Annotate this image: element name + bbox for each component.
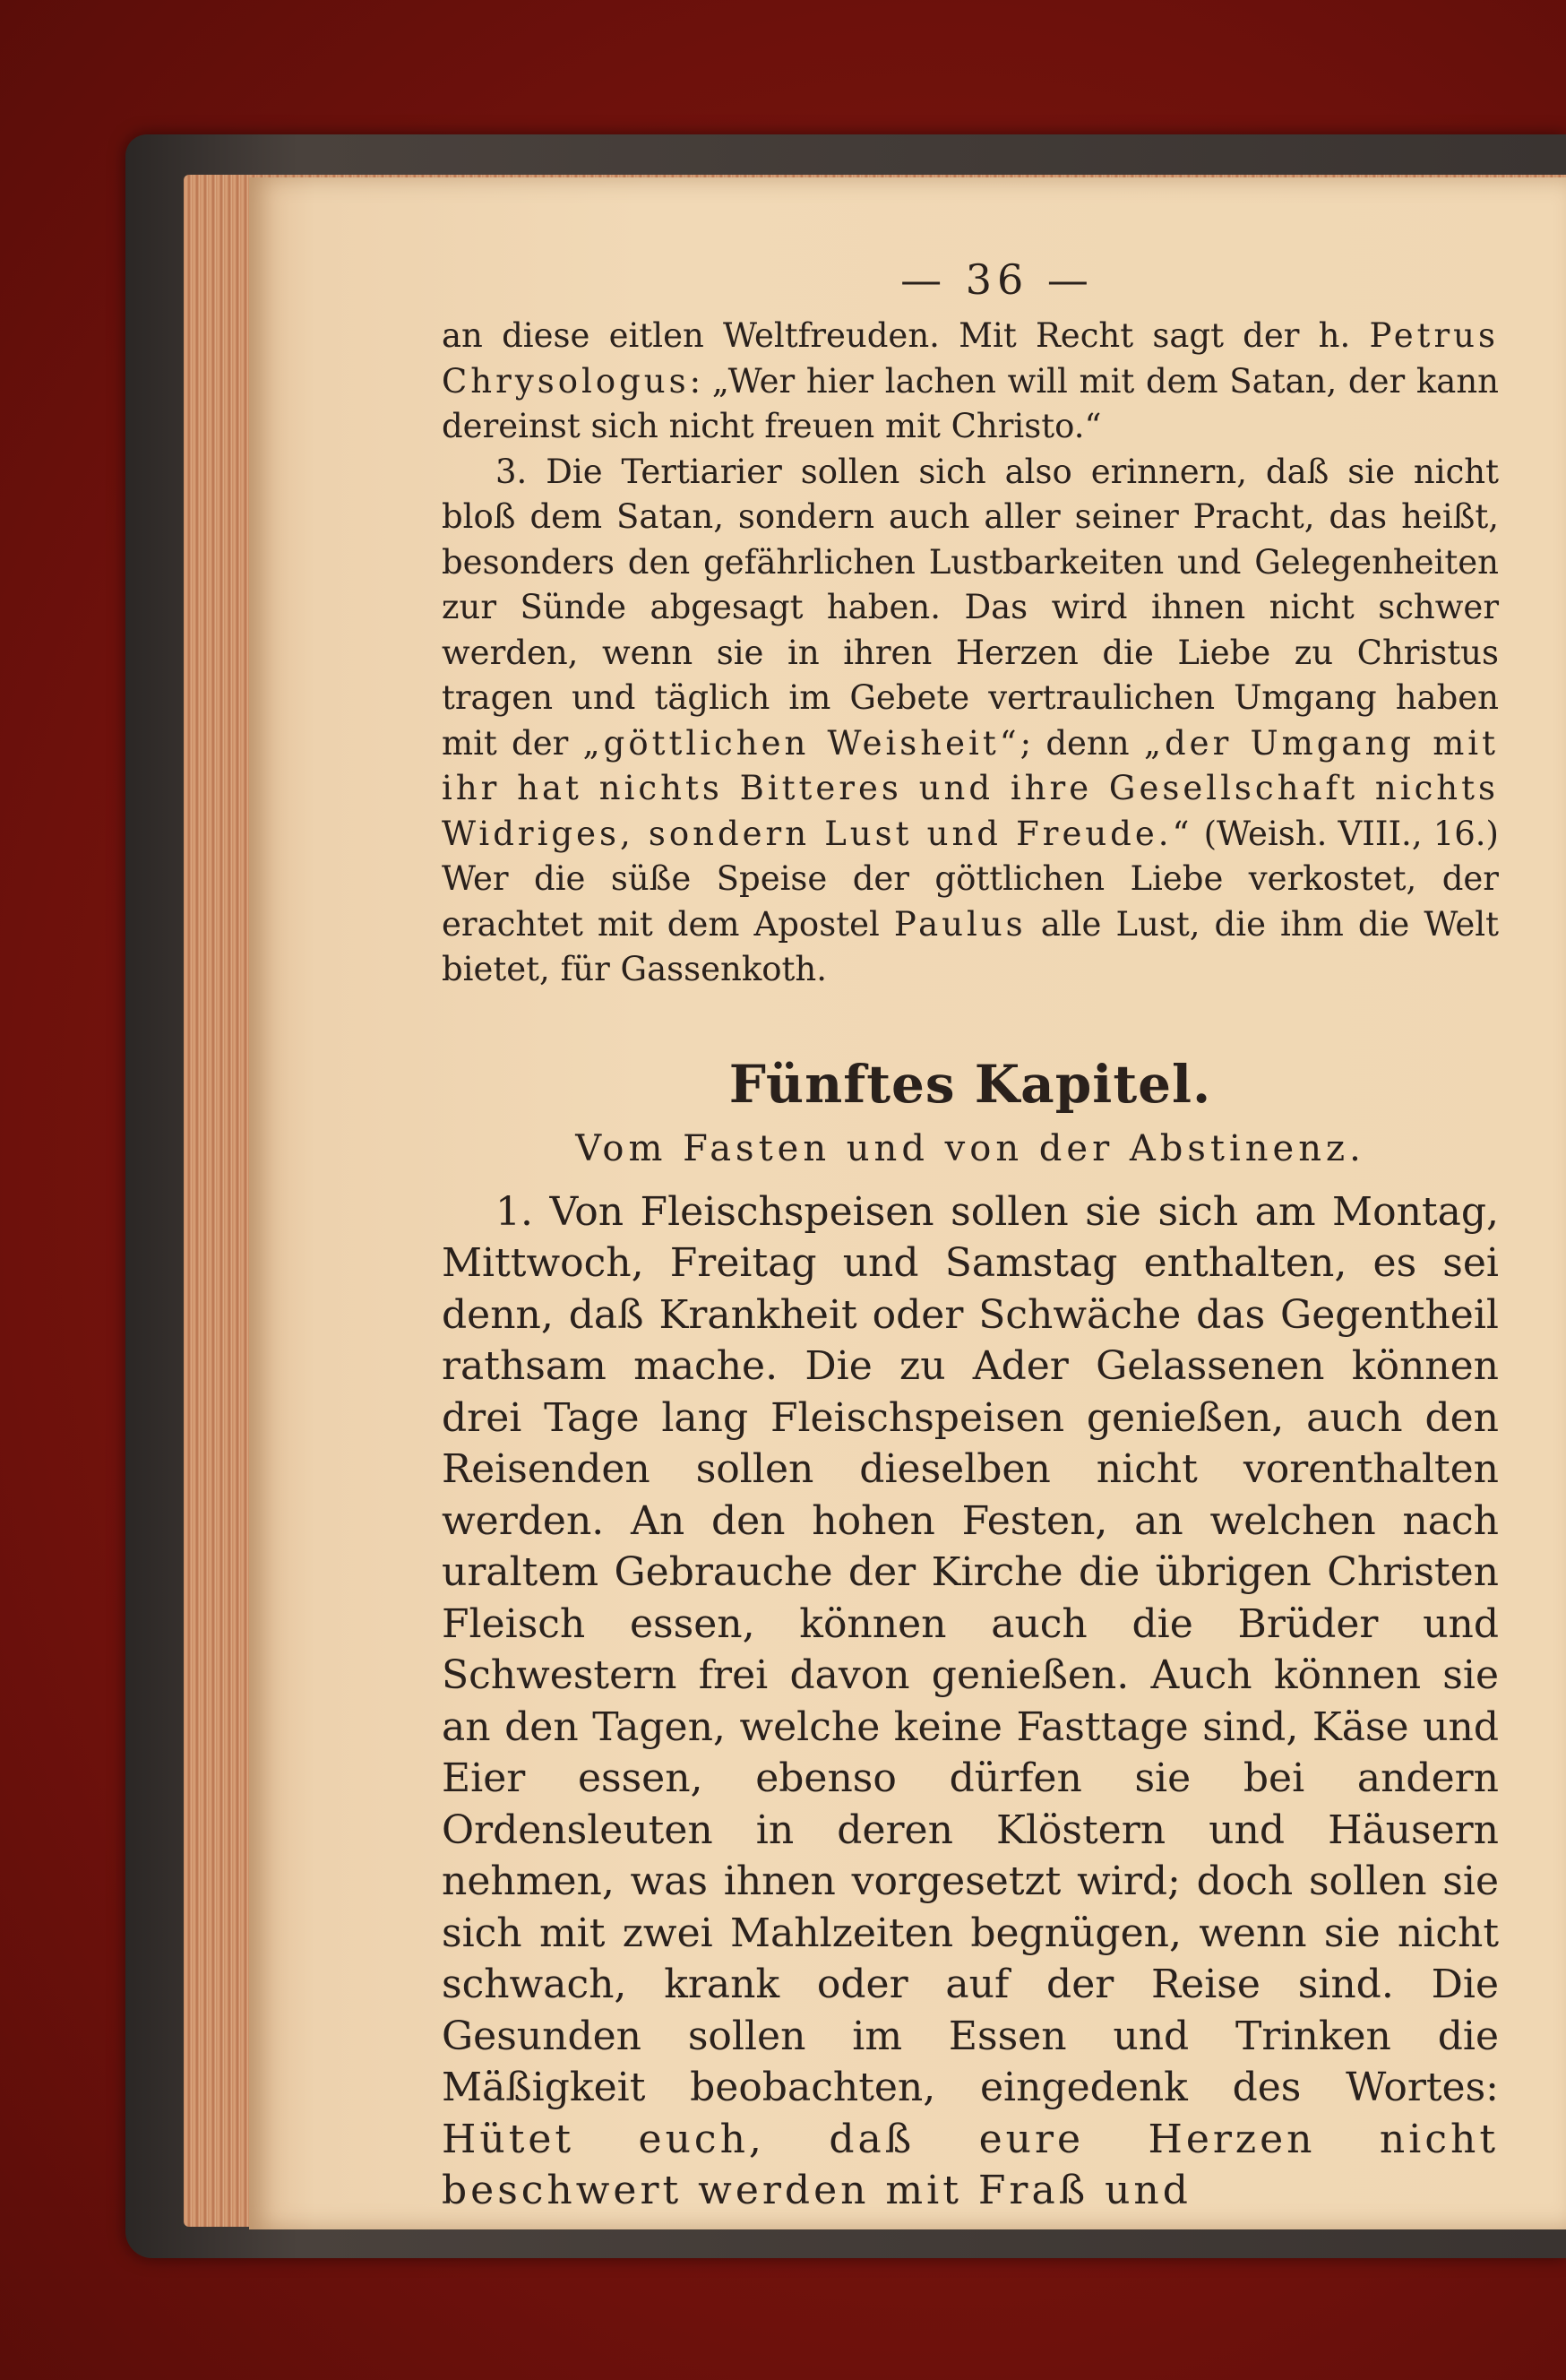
body-text-top: [442, 314, 1499, 993]
quote-goettliche-weisheit: „göttlichen Weisheit“: [582, 723, 1020, 763]
paragraph-2: [442, 450, 1499, 993]
name-paulus: Paulus: [893, 904, 1027, 944]
name-petrus-chrysologus: Petrus Chrysologus: [442, 316, 1499, 401]
section-paragraph-1: [442, 1186, 1499, 2217]
chapter-subtitle: Vom Fasten und von der Abstinenz.: [575, 1127, 1365, 1169]
quote-umgang: „der Umgang mit ihr hat nichts Bitteres und ihre Gesellschaft nichts Widriges, sondern Lust und Freude.“: [442, 723, 1500, 853]
paragraph-2-text-d: alle Lust, die ihm die Welt bietet, für Gassenkoth.: [442, 904, 1499, 988]
book-page: [249, 177, 1566, 2229]
paragraph-2-text-b: ; denn: [1020, 723, 1144, 763]
paragraph-1: [442, 314, 1499, 450]
section-paragraph-1-text: 1. Von Fleischspeisen sollen sie sich am Montag, Mittwoch, Freitag und Samstag enthalten, es sei denn, daß Krankheit oder Schwäche das Gegentheil rathsam mache. Die zu Ader Gelassenen können drei Tage lang Fleischspeisen genießen, auch den Reisenden sollen dieselben nicht vorenthalten werden. An den hohen Festen, an welchen nach uraltem Gebrauche der Kirche die übrigen Christen Fleisch essen, können auch die Brüder und Schwestern frei davon genießen. Auch können sie an den Tagen, welche keine Fasttage sind, Käse und Eier essen, ebenso dürfen sie bei andern Ordensleuten in deren Klöstern und Häusern nehmen, was ihnen vorgesetzt wird; doch sollen sie sich mit zwei Mahlzeiten begnügen, wenn sie nicht schwach, krank oder auf der Reise sind. Die Gesunden sollen im Essen und Trinken die Mäßigkeit beobachten, eingedenk des Wortes:: [442, 1188, 1499, 2110]
page-content: [442, 251, 1499, 2217]
body-text-chapter: [442, 1186, 1499, 2217]
paragraph-2-text-c: (Weish. VIII., 16.) Wer die süße Speise der göttlichen Liebe verkostet, der erachtet mit dem Apostel: [442, 814, 1499, 944]
paragraph-1-text-b: : „Wer hier lachen will mit dem Satan, der kann dereinst sich nicht freuen mit Christo.“: [442, 361, 1499, 445]
page-number: — 36 —: [900, 255, 1094, 304]
paragraph-1-text-a: an diese eitlen Weltfreuden. Mit Recht sagt der h.: [442, 316, 1370, 355]
quote-huetet-euch: Hütet euch, daß eure Herzen nicht beschwert werden mit Fraß und: [442, 2116, 1499, 2213]
chapter-title: Fünftes Kapitel.: [728, 1053, 1212, 1115]
paragraph-2-text-a: 3. Die Tertiarier sollen sich also erinnern, daß sie nicht bloß dem Satan, sondern auch aller seiner Pracht, das heißt, besonders den gefährlichen Lustbarkeiten und Gelegenheiten zur Sünde abgesagt haben. Das wird ihnen nicht schwer werden, wenn sie in ihren Herzen die Liebe zu Christus tragen und täglich im Gebete vertraulichen Umgang haben mit der: [442, 452, 1499, 763]
